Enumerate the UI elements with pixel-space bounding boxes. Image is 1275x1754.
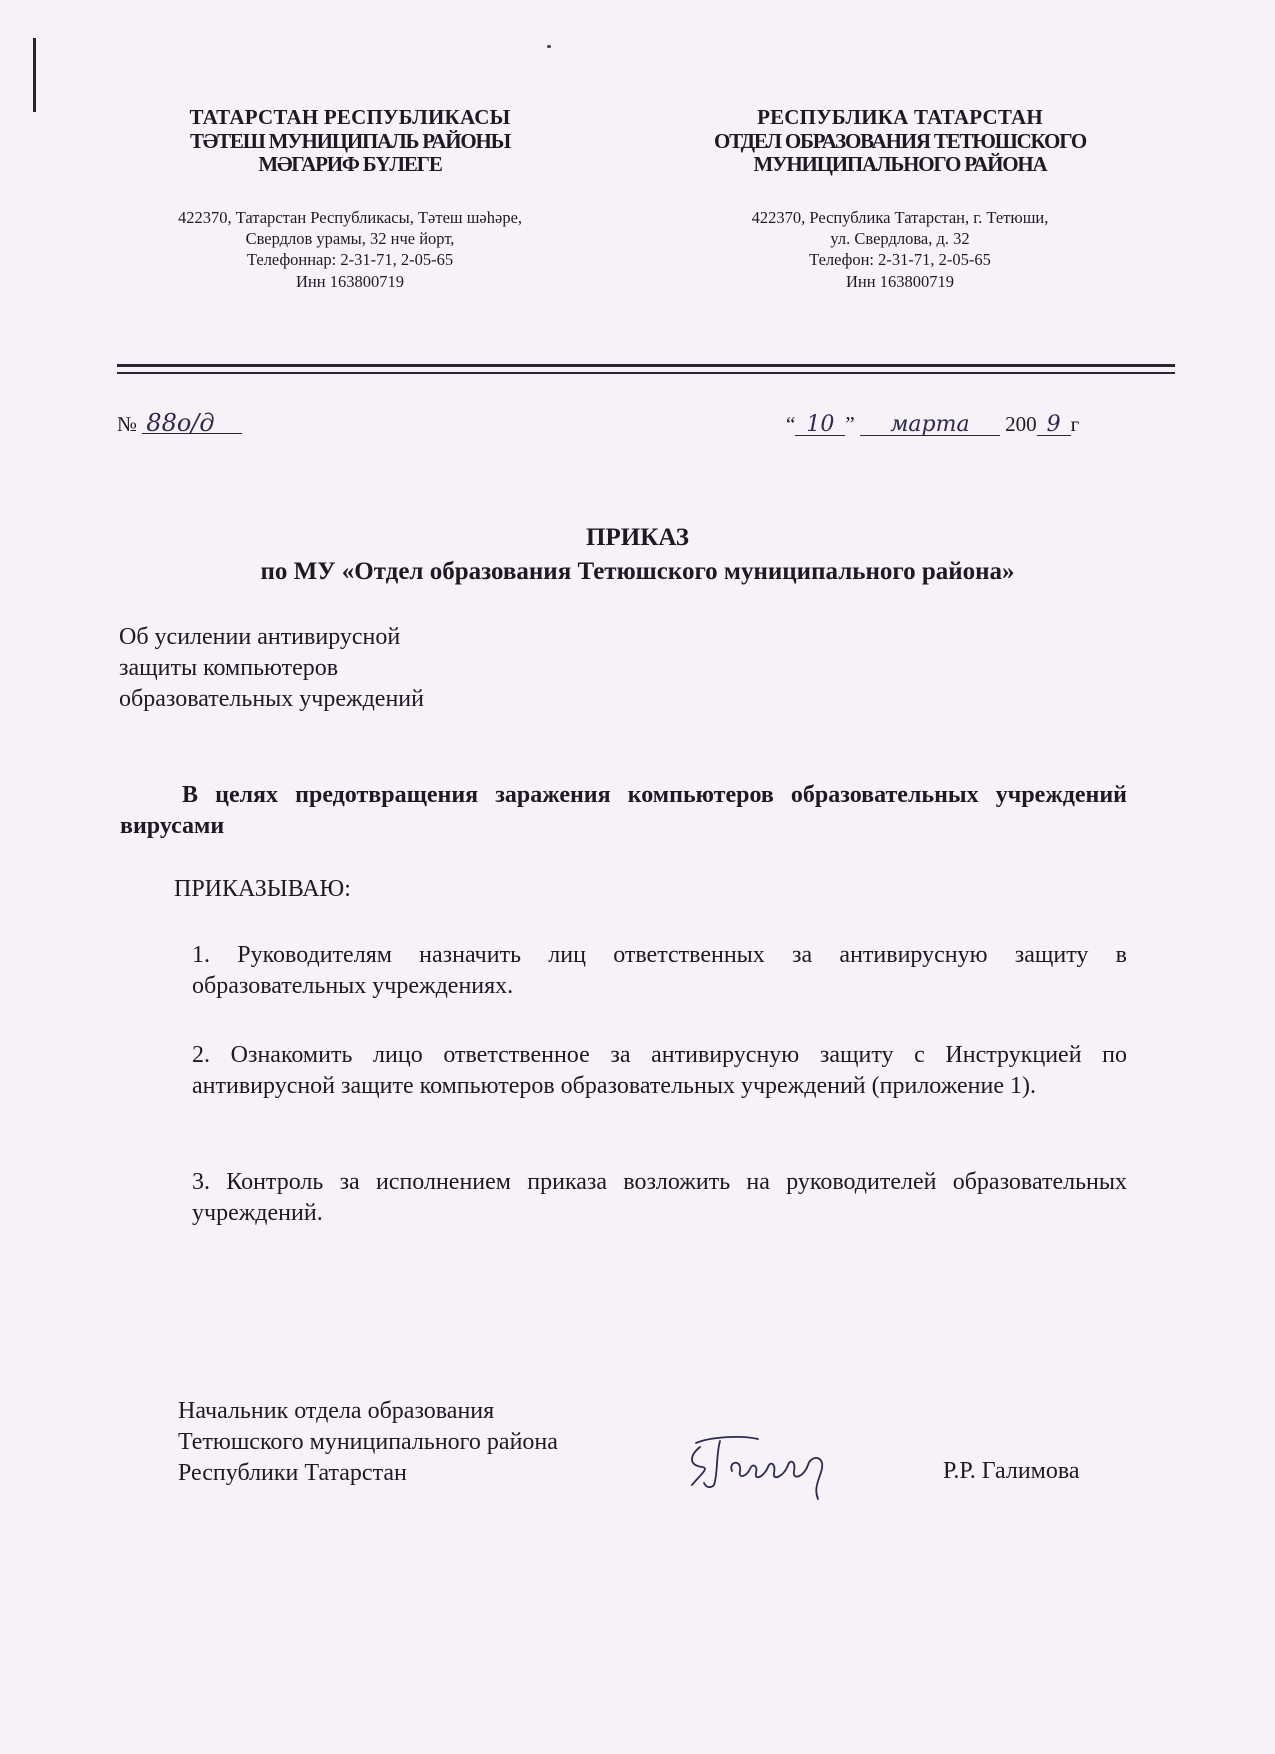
header-right-addr1: 422370, Республика Татарстан, г. Тетюши, <box>751 207 1049 227</box>
subject-line: образовательных учреждений <box>119 686 424 712</box>
intro-paragraph: В целях предотвращения заражения компьютеров образовательных учреждений вирусами <box>120 782 1127 839</box>
item-number: 3. <box>192 1169 210 1195</box>
subject-line: Об усилении антивирусной <box>119 624 401 650</box>
header-right-addr2: ул. Свердлова, д. 32 <box>830 228 970 248</box>
item-text: Руководителям назначить лиц ответственных за антивирусную защиту в образовательных учреждениях. <box>192 942 1127 999</box>
header-right-line1: РЕСПУБЛИКА ТАТАРСТАН <box>757 105 1043 129</box>
document-subtitle: по МУ «Отдел образования Тетюшского муниципального района» <box>260 558 1015 585</box>
handwritten-signature <box>680 1425 880 1505</box>
item-number: 2. <box>192 1042 210 1068</box>
item-text: Контроль за исполнением приказа возложить на руководителей образовательных учреждений. <box>192 1169 1127 1226</box>
header-left-addr1: 422370, Татарстан Республикасы, Тәтеш шәһәре, <box>177 207 523 227</box>
order-subject <box>119 622 424 715</box>
header-left-address <box>110 207 590 293</box>
header-right-address <box>660 207 1140 293</box>
header-right-line2: ОТДЕЛ ОБРАЗОВАНИЯ ТЕТЮШСКОГО <box>714 128 1086 153</box>
item-number: 1. <box>192 942 210 968</box>
signer-position-line3: Республики Татарстан <box>178 1460 407 1486</box>
date-open-quote: “ <box>786 412 796 436</box>
item-text: Ознакомить лицо ответственное за антивирусную защиту с Инструкцией по антивирусной защите компьютеров образовательных учреждений (приложение 1). <box>192 1042 1128 1099</box>
ink-speck <box>547 45 551 48</box>
date-year-prefix: 200 <box>1005 412 1037 436</box>
header-right-addr3: Телефон: 2-31-71, 2-05-65 <box>809 250 991 270</box>
order-number <box>117 409 242 437</box>
header-left-addr2: Свердлов урамы, 32 нче йорт, <box>245 228 455 248</box>
order-item <box>192 1040 1127 1102</box>
document-title: ПРИКАЗ <box>586 524 689 551</box>
order-number-value: 88о/д <box>142 413 242 434</box>
header-left-line1: ТАТАРСТАН РЕСПУБЛИКАСЫ <box>189 105 511 129</box>
signature-block <box>178 1396 558 1489</box>
date-year-digit: 9 <box>1037 415 1071 436</box>
order-date <box>786 412 1079 437</box>
header-divider-thick <box>117 364 1175 367</box>
date-month: марта <box>860 415 1000 436</box>
header-left-line3: МӘГАРИФ БҮЛЕГЕ <box>258 152 442 177</box>
date-day: 10 <box>795 415 845 436</box>
signer-position-line1: Начальник отдела образования <box>178 1398 495 1424</box>
header-left-line2: ТӘТЕШ МУНИЦИПАЛЬ РАЙОНЫ <box>189 128 511 153</box>
header-right-addr4: Инн 163800719 <box>846 271 954 291</box>
subject-line: защиты компьютеров <box>119 655 339 681</box>
margin-mark <box>33 38 36 112</box>
signer-name: Р.Р. Галимова <box>943 1458 1080 1484</box>
order-word: ПРИКАЗЫВАЮ: <box>174 876 351 902</box>
header-left <box>110 106 590 292</box>
signer-position-line2: Тетюшского муниципального района <box>178 1429 558 1455</box>
header-divider-thin <box>117 372 1175 374</box>
order-item <box>192 1167 1127 1229</box>
date-suffix: г <box>1070 412 1080 436</box>
order-number-prefix: № <box>117 412 138 436</box>
header-left-addr4: Инн 163800719 <box>296 271 404 291</box>
header-right-line3: МУНИЦИПАЛЬНОГО РАЙОНА <box>753 152 1047 177</box>
header-left-addr3: Телефоннар: 2-31-71, 2-05-65 <box>246 250 454 270</box>
order-item <box>192 940 1127 1002</box>
date-close-quote: ” <box>845 412 855 436</box>
header-right <box>660 106 1140 292</box>
